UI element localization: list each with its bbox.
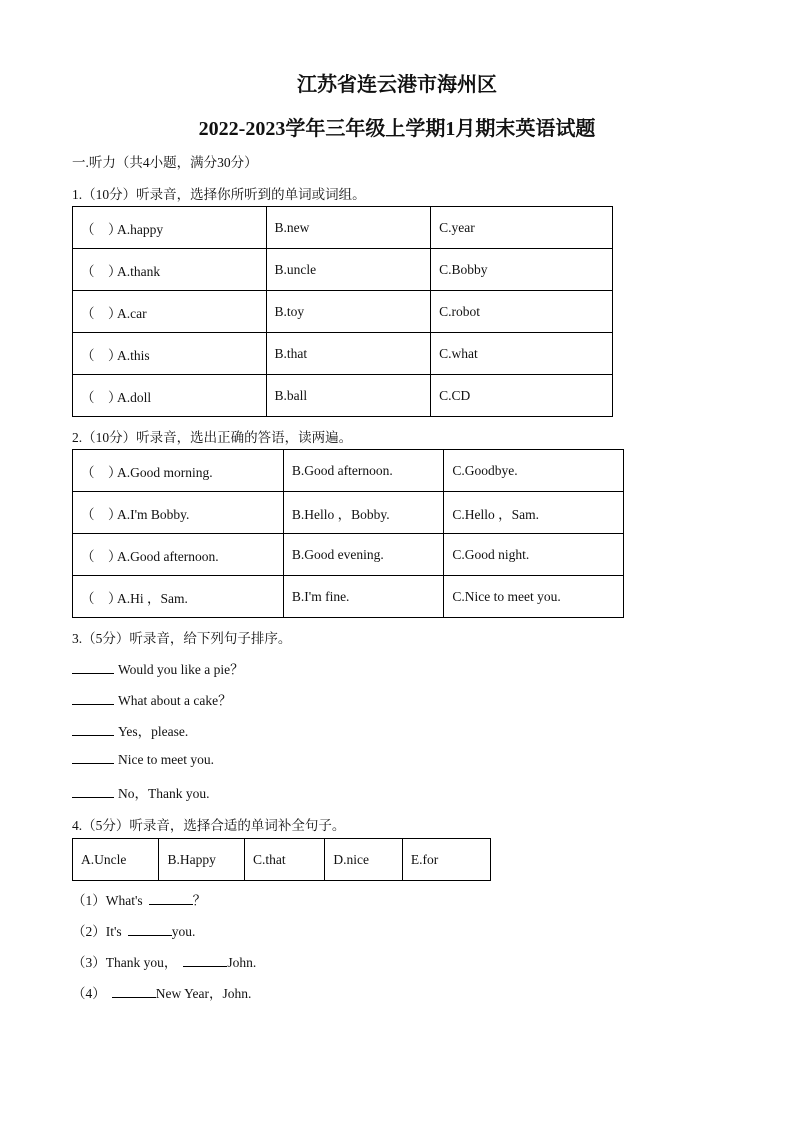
option-c: C.Nice to meet you. [452,588,561,604]
table-row [73,534,624,576]
option-a: A.Good afternoon. [117,548,219,564]
option-cell: A.Uncle [73,839,159,881]
item-number: （4） [72,986,106,1001]
table-cell [283,534,444,576]
section-heading-listening: 一.听力（共4小题，满分30分） [72,155,258,170]
table-cell [73,576,284,618]
table-cell [266,207,431,249]
q2-instruction: 2.（10分）听录音，选出正确的答语，读两遍。 [72,430,353,445]
ordering-item [72,720,188,740]
answer-parentheses: （ ） [81,506,122,522]
table-cell [73,249,267,291]
option-b: B.toy [274,303,305,319]
table-cell [73,207,267,249]
table-cell [431,291,613,333]
option-b: B.ball [274,387,308,403]
table-row [73,576,624,618]
option-a: A.I'm Bobby. [117,506,190,522]
table-cell [444,450,624,492]
fill-in-item [72,889,206,909]
table-cell [431,249,613,291]
option-c: C.Bobby [439,261,488,277]
q2-table [72,449,624,618]
document-subtitle: 2022-2023学年三年级上学期1月期末英语试题 [198,118,596,140]
answer-parentheses: （ ） [81,464,122,480]
option-b: B.Good afternoon. [291,462,393,478]
ordering-item [72,689,232,709]
table-row [73,207,613,249]
option-b: B.I'm fine. [291,588,350,604]
option-b: B.new [274,219,310,235]
answer-parentheses: （ ） [81,263,122,279]
option-a: A.Good morning. [117,464,213,480]
table-cell [444,576,624,618]
answer-blank [72,723,114,736]
table-cell [73,375,267,417]
option-c: C.CD [439,387,471,403]
option-b: B.Good evening. [291,546,384,562]
option-b: B.that [274,345,308,361]
answer-parentheses: （ ） [81,548,122,564]
table-cell [283,492,444,534]
table-cell [431,207,613,249]
table-cell [266,375,431,417]
answer-parentheses: （ ） [81,389,122,405]
ordering-item [72,658,244,678]
option-a: A.doll [117,389,152,405]
answer-blank [149,892,193,905]
table-cell [73,492,284,534]
option-cell: D.nice [325,839,402,881]
fill-in-item [72,982,251,1002]
sentence-text: Nice to meet you. [118,752,214,767]
table-row [73,375,613,417]
text-after: ？ [192,893,207,908]
table-cell [73,291,267,333]
option-cell: C.that [245,839,325,881]
table-cell [73,534,284,576]
option-b: B.Hello ，Bobby. [291,506,390,522]
text-after: John. [227,955,257,970]
q1-instruction: 1.（10分）听录音，选择你所听到的单词或词组。 [72,187,366,202]
answer-parentheses: （ ） [81,347,122,363]
option-c: C.Hello ，Sam. [452,506,540,522]
q1-table [72,206,613,417]
answer-parentheses: （ ） [81,590,122,606]
table-cell [444,492,624,534]
item-number: （2） [72,924,106,939]
option-a: A.thank [117,263,161,279]
option-b: B.uncle [274,261,317,277]
answer-parentheses: （ ） [81,221,122,237]
option-a: A.this [117,347,150,363]
option-c: C.what [439,345,478,361]
sentence-text: Would you like a pie？ [118,662,244,677]
ordering-item [72,782,210,802]
table-cell [283,450,444,492]
text-after: New Year，John. [155,986,252,1001]
item-number: （1） [72,893,106,908]
answer-blank [112,985,156,998]
table-cell [266,291,431,333]
text-before: What's [105,893,143,908]
table-row [73,450,624,492]
answer-blank [128,923,172,936]
text-before: Thank you， [105,955,178,970]
option-a: A.happy [117,221,164,237]
answer-blank [183,954,227,967]
fill-in-item [72,951,256,971]
option-c: C.Good night. [452,546,530,562]
q4-instruction: 4.（5分）听录音，选择合适的单词补全句子。 [72,818,346,833]
q3-instruction: 3.（5分）听录音，给下列句子排序。 [72,631,292,646]
ordering-item [72,751,214,768]
sentence-text: Yes，please. [118,724,189,739]
option-c: C.robot [439,303,480,319]
answer-parentheses: （ ） [81,305,122,321]
fill-in-item [72,920,195,940]
option-cell: E.for [402,839,490,881]
table-cell [266,333,431,375]
q4-options-table [72,838,491,881]
table-cell [431,375,613,417]
table-row [73,291,613,333]
table-cell [283,576,444,618]
option-a: A.car [117,305,147,321]
document-title: 江苏省连云港市海州区 [297,74,497,96]
answer-blank [72,751,114,764]
table-cell [444,534,624,576]
answer-blank [72,661,114,674]
table-row [73,333,613,375]
text-after: you. [171,924,196,939]
table-cell [266,249,431,291]
answer-blank [72,692,114,705]
option-a: A.Hi ，Sam. [117,590,188,606]
table-row [73,249,613,291]
sentence-text: No，Thank you. [118,786,210,801]
sentence-text: What about a cake？ [118,693,232,708]
item-number: （3） [72,955,106,970]
answer-blank [72,785,114,798]
table-row [73,492,624,534]
table-cell [73,333,267,375]
text-before: It's [105,924,122,939]
option-cell: B.Happy [159,839,245,881]
option-c: C.year [439,219,475,235]
option-c: C.Goodbye. [452,462,518,478]
table-cell [431,333,613,375]
table-cell [73,450,284,492]
